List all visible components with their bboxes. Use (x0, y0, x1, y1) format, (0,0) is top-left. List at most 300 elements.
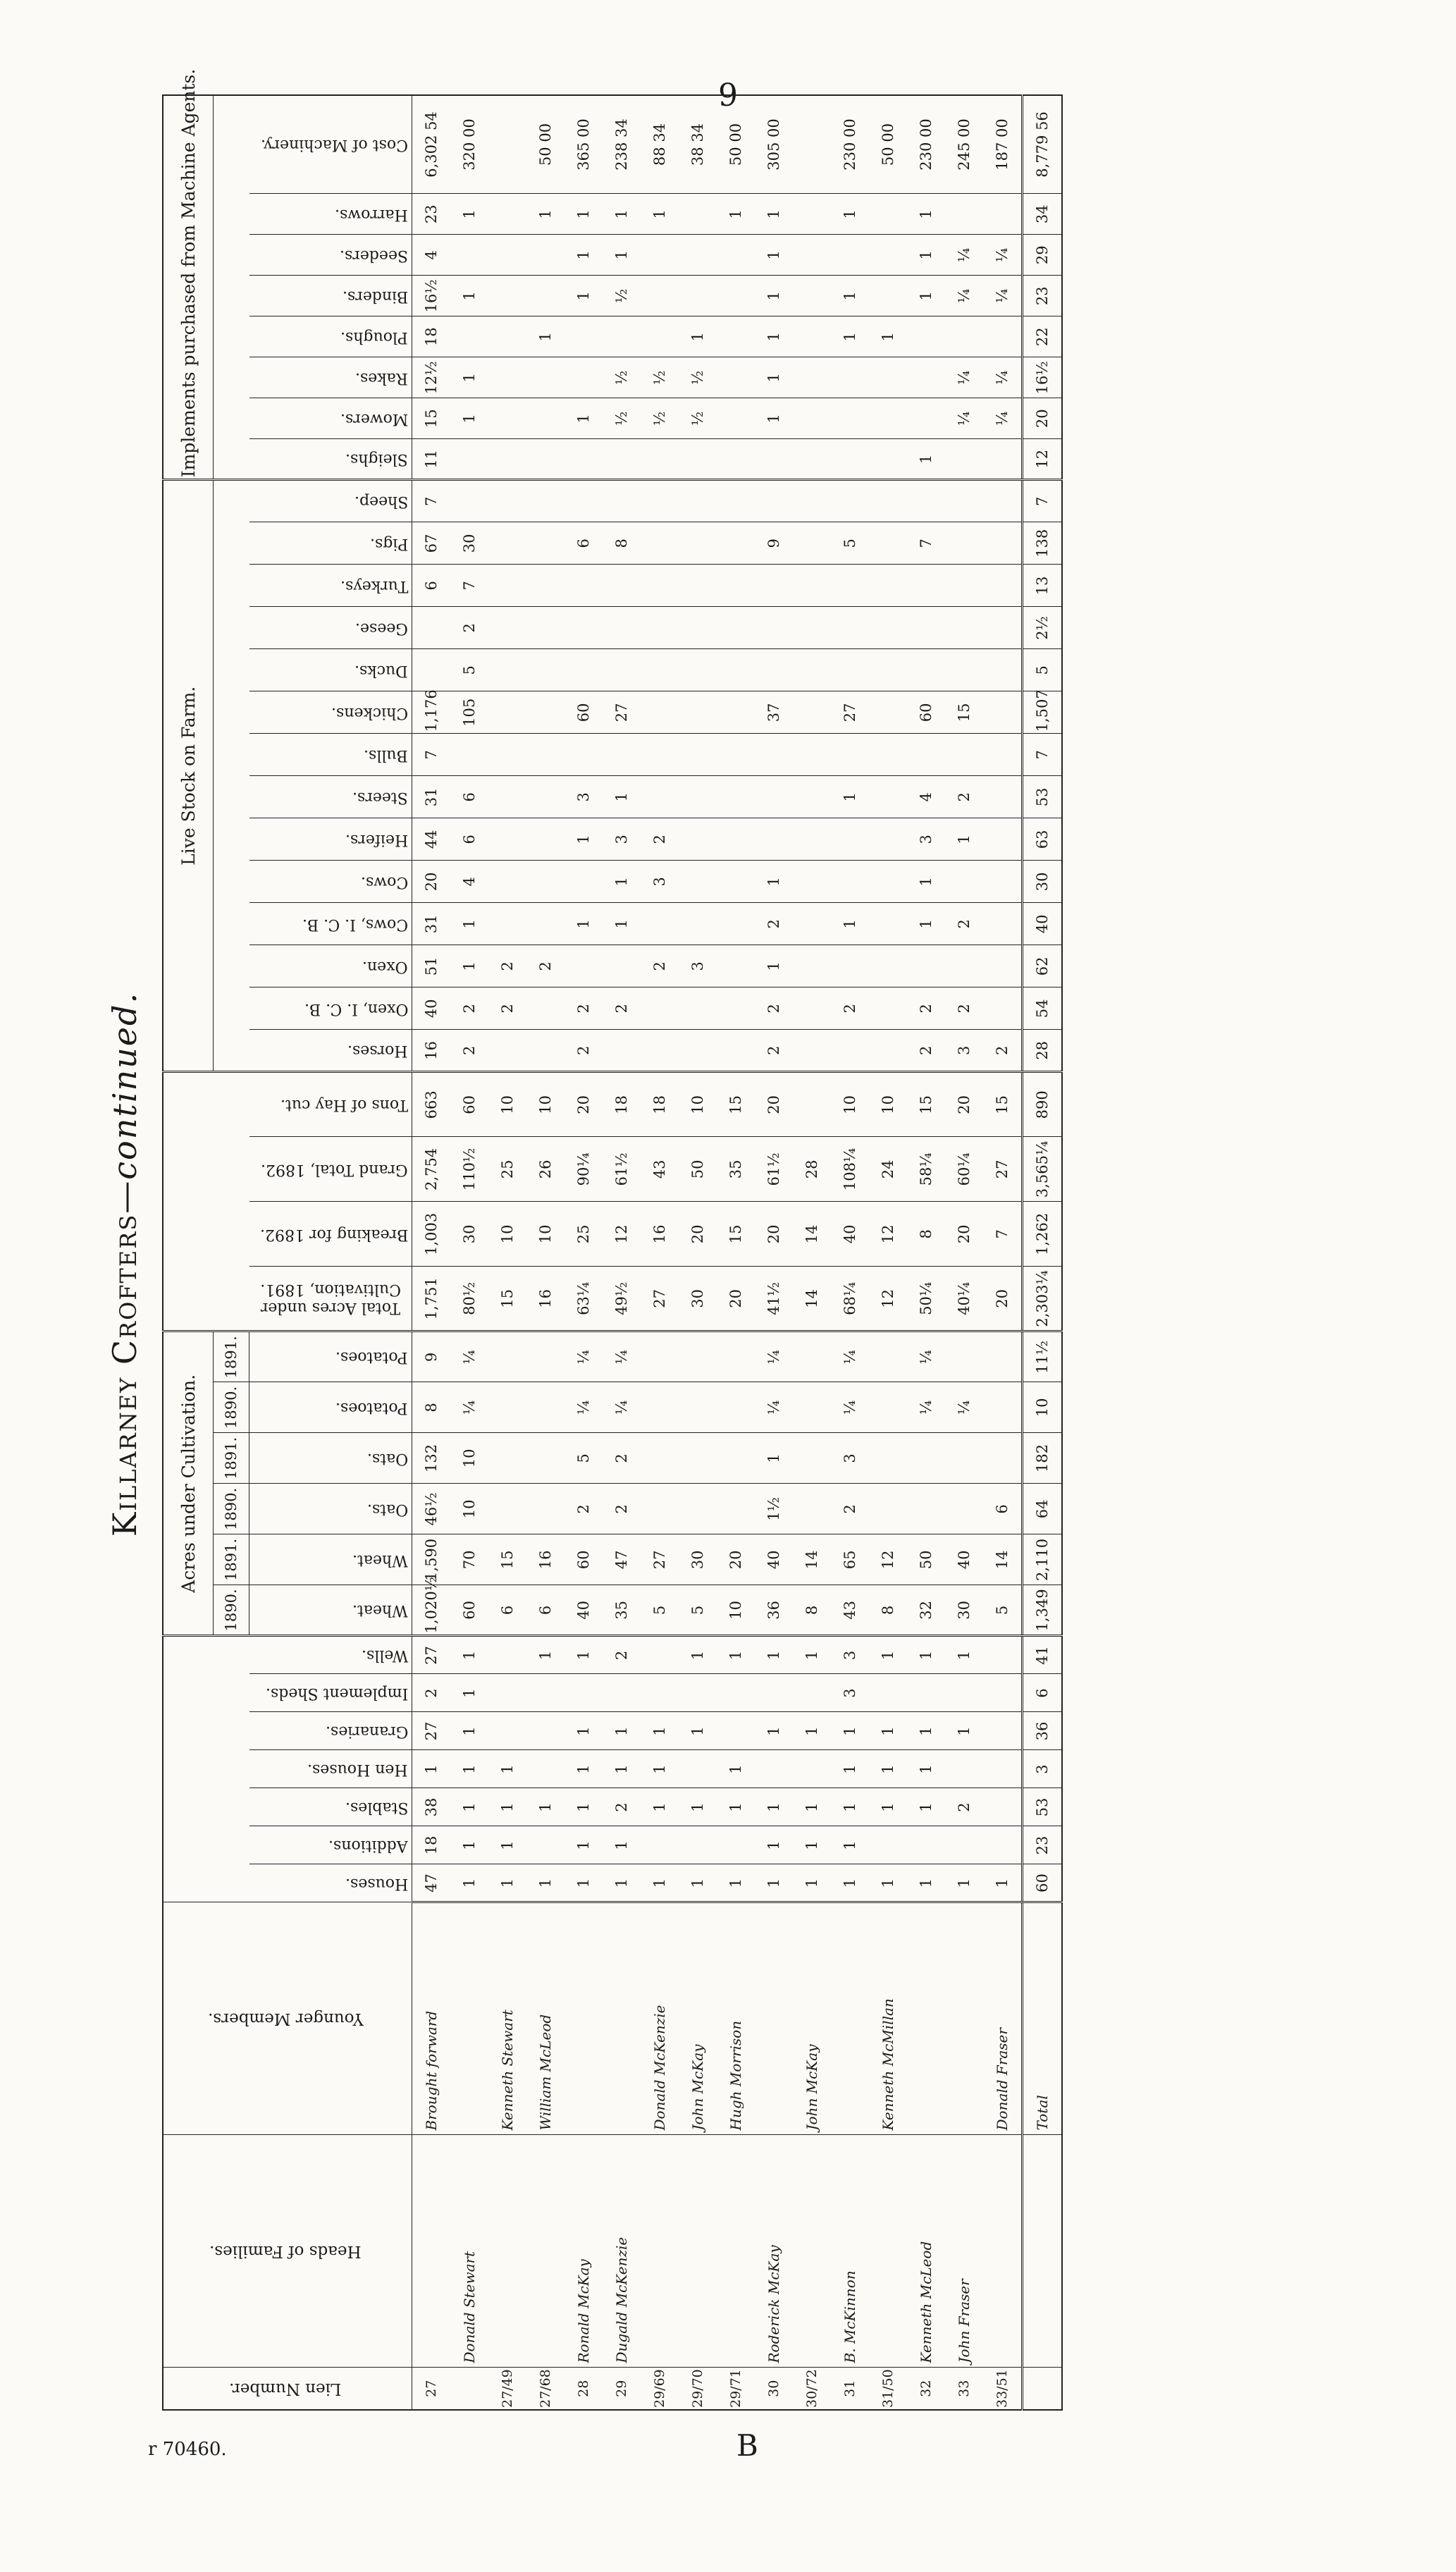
table-cell (717, 1712, 755, 1750)
table-cell (717, 607, 755, 649)
table-cell (907, 565, 945, 607)
table-cell: Dugald McKenzie (603, 2135, 641, 2368)
column-header: Oxen, I. C. B. (249, 987, 412, 1030)
table-cell: 29/71 (717, 2368, 755, 2410)
table-cell: 1 (603, 1750, 641, 1788)
group-totals-blank (163, 1072, 249, 1331)
table-cell: 3 (831, 1433, 869, 1484)
table-cell (717, 1382, 755, 1433)
table-cell (526, 607, 564, 649)
table-cell (526, 276, 564, 316)
table-cell (526, 1030, 564, 1072)
table-cell (641, 776, 679, 818)
table-cell: 50 00 (717, 95, 755, 194)
table-row (831, 95, 869, 2410)
column-header: Cows, I. C. B. (249, 903, 412, 945)
table-cell: 1 (755, 1433, 793, 1484)
table-cell: 18 (603, 1072, 641, 1137)
table-cell: 1 (450, 1864, 488, 1902)
table-cell: 105 (450, 691, 488, 734)
table-cell (679, 649, 717, 691)
table-cell (679, 2135, 717, 2368)
table-cell (603, 1902, 641, 2135)
table-cell: 1 (488, 1864, 526, 1902)
table-cell (717, 439, 755, 480)
table-cell (869, 734, 907, 776)
table-cell: ½ (679, 398, 717, 439)
table-cell: 53 (1023, 1788, 1063, 1826)
table-cell (831, 861, 869, 903)
table-cell: 60 (450, 1585, 488, 1636)
table-cell (983, 818, 1023, 861)
table-cell: 15 (945, 691, 983, 734)
table-cell (679, 439, 717, 480)
table-cell (907, 1484, 945, 1534)
table-cell (450, 2368, 488, 2410)
table-cell: 6 (450, 818, 488, 861)
table-cell (869, 1331, 907, 1382)
table-cell: 1 (603, 903, 641, 945)
table-cell: 15 (488, 1267, 526, 1331)
column-header: Bulls. (249, 734, 412, 776)
table-cell: 1 (907, 194, 945, 235)
table-cell (983, 316, 1023, 357)
col-lien-number: Lien Number. (163, 2368, 412, 2410)
table-cell: 20 (412, 861, 451, 903)
table-cell: 187 00 (983, 95, 1023, 194)
table-cell: 20 (717, 1534, 755, 1585)
table-cell: 8 (412, 1382, 451, 1433)
table-cell: 20 (679, 1202, 717, 1267)
table-cell (526, 649, 564, 691)
table-cell (488, 398, 526, 439)
column-header: Breaking for 1892. (249, 1202, 412, 1267)
table-cell: 23 (1023, 1826, 1063, 1864)
table-cell: 1 (450, 1750, 488, 1788)
table-cell: 2 (755, 987, 793, 1030)
table-cell: 110½ (450, 1137, 488, 1202)
table-cell (450, 316, 488, 357)
table-cell: Ronald McKay (564, 2135, 603, 2368)
table-cell: 36 (1023, 1712, 1063, 1750)
table-cell (488, 734, 526, 776)
table-cell: 10 (526, 1072, 564, 1137)
table-cell (831, 818, 869, 861)
table-cell: 58¼ (907, 1137, 945, 1202)
table-cell (603, 649, 641, 691)
table-cell: 18 (412, 1826, 451, 1864)
table-cell: 30 (450, 1202, 488, 1267)
year-label: 1891. (214, 1331, 249, 1382)
table-cell: 16 (412, 1030, 451, 1072)
table-cell: 1 (641, 1712, 679, 1750)
running-title-text: Killarney Crofters— (106, 1179, 144, 1537)
col-heads-of-families: Heads of Families. (163, 2135, 412, 2368)
table-cell: 320 00 (450, 95, 488, 194)
table-cell (755, 480, 793, 522)
table-cell (488, 316, 526, 357)
table-cell: 2 (450, 987, 488, 1030)
table-cell: 44 (412, 818, 451, 861)
table-cell (793, 194, 831, 235)
table-cell (869, 398, 907, 439)
table-cell (831, 357, 869, 398)
column-header: Turkeys. (249, 565, 412, 607)
table-cell (907, 1674, 945, 1712)
table-cell (983, 1674, 1023, 1712)
table-cell: 90¼ (564, 1137, 603, 1202)
table-cell: 60 (1023, 1864, 1063, 1902)
table-cell: 1 (641, 1864, 679, 1902)
table-cell (526, 1712, 564, 1750)
table-cell (755, 1750, 793, 1788)
column-header: Steers. (249, 776, 412, 818)
table-cell (412, 2135, 451, 2368)
table-cell: 245 00 (945, 95, 983, 194)
table-cell (488, 1382, 526, 1433)
table-cell: 9 (755, 522, 793, 565)
table-cell: 1 (755, 1636, 793, 1674)
table-cell: 2 (755, 1030, 793, 1072)
table-cell (679, 734, 717, 776)
table-cell: 8 (869, 1585, 907, 1636)
table-cell: 1 (450, 194, 488, 235)
table-cell: 60 (907, 691, 945, 734)
table-cell (907, 734, 945, 776)
table-cell: 2 (603, 1433, 641, 1484)
table-cell: ¼ (983, 235, 1023, 276)
table-cell (793, 357, 831, 398)
table-cell (793, 1030, 831, 1072)
table-cell: 12 (869, 1267, 907, 1331)
table-cell (869, 818, 907, 861)
table-cell (831, 734, 869, 776)
table-cell (983, 1788, 1023, 1826)
table-cell (564, 607, 603, 649)
table-cell (869, 903, 907, 945)
table-cell: 1 (831, 1712, 869, 1750)
table-cell: 5 (564, 1433, 603, 1484)
table-row (564, 95, 603, 2410)
table-cell (983, 1826, 1023, 1864)
table-cell: 3 (641, 861, 679, 903)
table-cell (945, 1674, 983, 1712)
table-cell: 3 (603, 818, 641, 861)
table-cell: ¼ (450, 1331, 488, 1382)
table-cell: 31 (831, 2368, 869, 2410)
table-cell: 1 (755, 316, 793, 357)
table-cell: 6 (564, 522, 603, 565)
table-cell: 60 (450, 1072, 488, 1137)
table-cell: 1 (526, 1788, 564, 1826)
table-cell: 30 (755, 2368, 793, 2410)
table-cell (641, 276, 679, 316)
footer-print-code: r 70460. (148, 2439, 227, 2460)
table-cell (526, 861, 564, 903)
table-cell (945, 734, 983, 776)
table-cell: 18 (412, 316, 451, 357)
table-cell (641, 1826, 679, 1864)
table-cell: 1 (564, 398, 603, 439)
table-cell: 1 (869, 316, 907, 357)
table-cell (488, 861, 526, 903)
table-cell: 68¼ (831, 1267, 869, 1331)
table-row (641, 95, 679, 2410)
table-cell: 1,020½ (412, 1585, 451, 1636)
table-cell: 1 (450, 1788, 488, 1826)
table-cell: 50 (679, 1137, 717, 1202)
table-cell: John Fraser (945, 2135, 983, 2368)
table-cell (793, 607, 831, 649)
table-cell: 1 (831, 1750, 869, 1788)
table-cell: 2 (945, 903, 983, 945)
table-cell (603, 607, 641, 649)
column-header: Rakes. (249, 357, 412, 398)
table-cell: 27/68 (526, 2368, 564, 2410)
table-cell (983, 1750, 1023, 1788)
table-cell: 1 (755, 945, 793, 987)
table-cell: 41 (1023, 1636, 1063, 1674)
table-cell: 1 (603, 1712, 641, 1750)
table-cell: ¼ (983, 357, 1023, 398)
table-cell: 20 (1023, 398, 1063, 439)
table-cell (831, 1030, 869, 1072)
table-cell: ¼ (945, 235, 983, 276)
table-cell: 14 (793, 1534, 831, 1585)
table-cell (488, 1674, 526, 1712)
column-header: Sleighs. (249, 439, 412, 480)
table-cell (793, 649, 831, 691)
table-cell: 15 (717, 1202, 755, 1267)
table-cell: 2 (488, 987, 526, 1030)
table-cell: 16½ (412, 276, 451, 316)
table-cell (488, 1030, 526, 1072)
table-cell: ½ (603, 276, 641, 316)
table-cell: 1,262 (1023, 1202, 1063, 1267)
table-cell: 14 (793, 1202, 831, 1267)
table-cell: ¼ (755, 1382, 793, 1433)
table-cell (526, 903, 564, 945)
table-cell (831, 945, 869, 987)
table-cell: 65 (831, 1534, 869, 1585)
table-cell: 1 (755, 276, 793, 316)
table-cell (793, 987, 831, 1030)
table-cell: ¼ (603, 1331, 641, 1382)
table-cell (793, 1331, 831, 1382)
table-cell: 1 (907, 235, 945, 276)
table-cell: 2 (755, 903, 793, 945)
table-cell: 7 (450, 565, 488, 607)
table-cell: 37 (755, 691, 793, 734)
table-cell (755, 565, 793, 607)
table-cell (526, 1382, 564, 1433)
table-cell (793, 1072, 831, 1137)
table-cell (641, 734, 679, 776)
table-cell: 1 (869, 1712, 907, 1750)
table-cell (526, 1674, 564, 1712)
col-younger-members: Younger Members. (163, 1902, 412, 2135)
table-cell: 1 (831, 194, 869, 235)
column-header: Oxen. (249, 945, 412, 987)
table-cell: 1 (907, 276, 945, 316)
table-cell: ¼ (945, 357, 983, 398)
table-cell: 27 (603, 691, 641, 734)
table-cell: 20 (755, 1072, 793, 1137)
table-cell: 2 (603, 1788, 641, 1826)
table-cell: 25 (488, 1137, 526, 1202)
table-cell: ¼ (945, 276, 983, 316)
table-cell: 29 (603, 2368, 641, 2410)
table-cell: ¼ (564, 1382, 603, 1433)
table-cell: 2 (907, 987, 945, 1030)
table-cell: 2 (564, 987, 603, 1030)
table-cell (717, 649, 755, 691)
table-cell: 32 (907, 2368, 945, 2410)
table-cell (717, 691, 755, 734)
table-cell: 10 (450, 1484, 488, 1534)
column-header: Total Acres under Cultivation, 1891. (249, 1267, 412, 1331)
table-cell (564, 649, 603, 691)
table-row (907, 95, 945, 2410)
group-implements: Implements purchased from Machine Agents. (163, 95, 214, 480)
table-cell (945, 1433, 983, 1484)
table-cell (869, 987, 907, 1030)
table-cell: 1 (450, 1826, 488, 1864)
table-cell (907, 1433, 945, 1484)
table-cell (945, 1902, 983, 2135)
table-cell: 50¼ (907, 1267, 945, 1331)
table-cell: 1 (869, 1864, 907, 1902)
table-cell (488, 95, 526, 194)
table-cell (488, 439, 526, 480)
table-cell: 1,349 (1023, 1585, 1063, 1636)
column-header: Tons of Hay cut. (249, 1072, 412, 1137)
table-cell: Total (1023, 1902, 1063, 2135)
column-header: Hen Houses. (249, 1750, 412, 1788)
table-cell (641, 1636, 679, 1674)
table-cell (869, 1433, 907, 1484)
table-cell: 62 (1023, 945, 1063, 987)
table-cell: 49½ (603, 1267, 641, 1331)
table-cell: ½ (603, 357, 641, 398)
table-cell: 27/49 (488, 2368, 526, 2410)
table-cell (831, 649, 869, 691)
table-cell (564, 480, 603, 522)
table-cell (679, 607, 717, 649)
table-cell (717, 945, 755, 987)
column-header: Cows. (249, 861, 412, 903)
table-cell (526, 480, 564, 522)
table-cell: 16½ (1023, 357, 1063, 398)
table-cell: 1 (488, 1788, 526, 1826)
table-cell: Kenneth McLeod (907, 2135, 945, 2368)
column-header: Wheat. (249, 1585, 412, 1636)
year-label: 1890. (214, 1382, 249, 1433)
table-cell: 12 (603, 1202, 641, 1267)
column-header: Additions. (249, 1826, 412, 1864)
table-cell (564, 945, 603, 987)
table-row (412, 95, 451, 2410)
table-cell (717, 861, 755, 903)
table-cell: 1 (717, 1636, 755, 1674)
table-cell (412, 607, 451, 649)
table-cell: 35 (717, 1137, 755, 1202)
table-cell: 28 (1023, 1030, 1063, 1072)
table-cell: 1 (564, 903, 603, 945)
table-cell (679, 1750, 717, 1788)
table-cell (831, 565, 869, 607)
table-cell (488, 776, 526, 818)
table-cell (603, 1030, 641, 1072)
table-cell (488, 235, 526, 276)
column-header: Ducks. (249, 649, 412, 691)
table-cell: 1 (450, 1636, 488, 1674)
year-label: 1891. (214, 1534, 249, 1585)
table-cell: 12 (1023, 439, 1063, 480)
table-cell (793, 565, 831, 607)
table-cell (717, 565, 755, 607)
table-cell: 132 (412, 1433, 451, 1484)
table-cell: Donald Stewart (450, 2135, 488, 2368)
table-cell (869, 649, 907, 691)
column-header: Heifers. (249, 818, 412, 861)
table-cell: 60¼ (945, 1137, 983, 1202)
table-cell (641, 903, 679, 945)
table-cell (755, 776, 793, 818)
table-cell (641, 522, 679, 565)
crofters-ledger-table (162, 68, 1063, 2411)
table-cell: 1 (907, 1712, 945, 1750)
table-cell (983, 734, 1023, 776)
table-cell (564, 1674, 603, 1712)
table-cell: 30 (679, 1267, 717, 1331)
table-cell (869, 194, 907, 235)
table-cell: 1 (603, 235, 641, 276)
table-cell: 6 (1023, 1674, 1063, 1712)
table-cell: 20 (755, 1202, 793, 1267)
table-cell: 8 (907, 1202, 945, 1267)
table-cell: Roderick McKay (755, 2135, 793, 2368)
table-cell (717, 1433, 755, 1484)
table-row (603, 95, 641, 2410)
column-header: Potatoes. (249, 1382, 412, 1433)
table-cell: 5 (983, 1585, 1023, 1636)
table-cell: 1 (755, 398, 793, 439)
table-cell: ½ (603, 398, 641, 439)
table-cell: 4 (412, 235, 451, 276)
table-cell (907, 1902, 945, 2135)
table-cell: 11½ (1023, 1331, 1063, 1382)
table-cell (793, 1484, 831, 1534)
table-cell: 1 (907, 861, 945, 903)
table-cell: 1,507 (1023, 691, 1063, 734)
table-cell: 2,110 (1023, 1534, 1063, 1585)
table-cell: 1 (755, 1826, 793, 1864)
table-cell (869, 522, 907, 565)
table-row (717, 95, 755, 2410)
table-cell: ¼ (831, 1331, 869, 1382)
table-cell: 53 (1023, 776, 1063, 818)
table-cell: 12 (869, 1202, 907, 1267)
table-cell: 230 00 (831, 95, 869, 194)
table-cell (526, 776, 564, 818)
table-cell: 1 (831, 316, 869, 357)
table-cell: 40 (564, 1585, 603, 1636)
table-cell (983, 987, 1023, 1030)
table-cell (679, 276, 717, 316)
group-acres-under-cultivation: Acres under Cultivation. (163, 1331, 214, 1636)
table-cell (793, 1750, 831, 1788)
